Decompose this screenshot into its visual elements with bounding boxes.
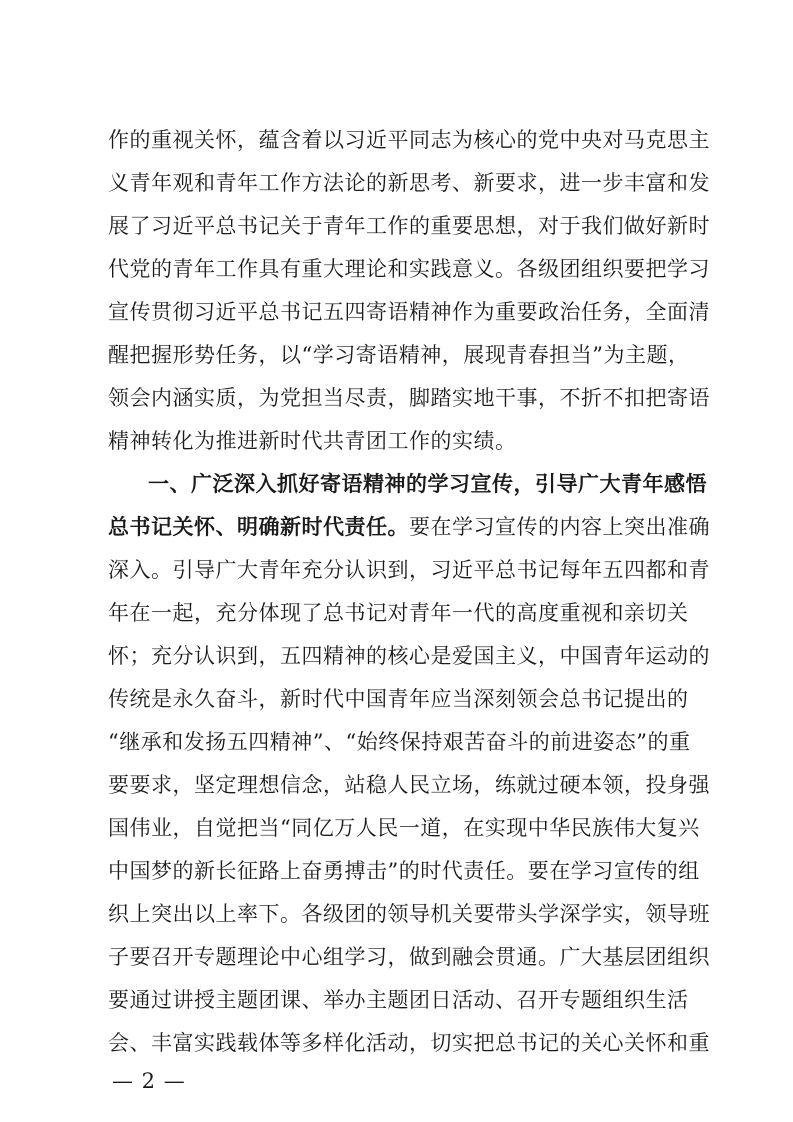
body-text-line: 织上突出以上率下。各级团的领导机关要带头学深学实，领导班 xyxy=(108,902,710,926)
body-text-line: 展了习近平总书记关于青年工作的重要思想，对于我们做好新时 xyxy=(108,214,710,238)
body-text-segment: 要在学习宣传的内容上突出准确 xyxy=(409,515,710,539)
body-text-line: 怀；充分认识到，五四精神的核心是爱国主义，中国青年运动的 xyxy=(108,644,710,668)
body-text-line: 子要召开专题理论中心组学习，做到融会贯通。广大基层团组织 xyxy=(108,945,710,969)
body-text-line: 义青年观和青年工作方法论的新思考、新要求，进一步丰富和发 xyxy=(108,171,710,195)
body-text-line: 国伟业，自觉把当“同亿万人民一道，在实现中华民族伟大复兴 xyxy=(108,816,700,840)
body-text-line: 宣传贯彻习近平总书记五四寄语精神作为重要政治任务，全面清 xyxy=(108,300,710,324)
body-text-line: 要通过讲授主题团课、举办主题团日活动、召开专题组织生活 xyxy=(108,988,689,1012)
body-text-line: 中国梦的新长征路上奋勇搏击”的时代责任。要在学习宣传的组 xyxy=(108,859,700,883)
section-heading-line: 一、广泛深入抓好寄语精神的学习宣传，引导广大青年感悟 xyxy=(148,471,707,496)
body-text-line: 年在一起，充分体现了总书记对青年一代的高度重视和亲切关 xyxy=(108,601,689,625)
body-text-line: “继承和发扬五四精神”、“始终保持艰苦奋斗的前进姿态”的重 xyxy=(108,730,691,754)
body-text-line: 作的重视关怀，蕴含着以习近平同志为核心的党中央对马克思主 xyxy=(108,128,710,152)
body-text-line: 会、丰富实践载体等多样化活动，切实把总书记的关心关怀和重 xyxy=(108,1031,710,1055)
body-text-line: 要要求，坚定理想信念，站稳人民立场，练就过硬本领，投身强 xyxy=(108,773,710,797)
body-text-line: 精神转化为推进新时代共青团工作的实绩。 xyxy=(108,429,517,453)
page-number: — 2 — xyxy=(112,1069,186,1093)
section-heading-end: 总书记关怀、明确新时代责任。 xyxy=(108,514,409,539)
body-text-line: 代党的青年工作具有重大理论和实践意义。各级团组织要把学习 xyxy=(108,257,710,281)
body-text-line: 传统是永久奋斗，新时代中国青年应当深刻领会总书记提出的 xyxy=(108,687,689,711)
mixed-text-line xyxy=(108,507,710,547)
body-text-line: 醒把握形势任务，以“学习寄语精神，展现青春担当”为主题， xyxy=(108,343,690,367)
body-text-line: 领会内涵实质，为党担当尽责，脚踏实地干事，不折不扣把寄语 xyxy=(108,386,710,410)
body-text-line: 深入。引导广大青年充分认识到，习近平总书记每年五四都和青 xyxy=(108,558,710,582)
